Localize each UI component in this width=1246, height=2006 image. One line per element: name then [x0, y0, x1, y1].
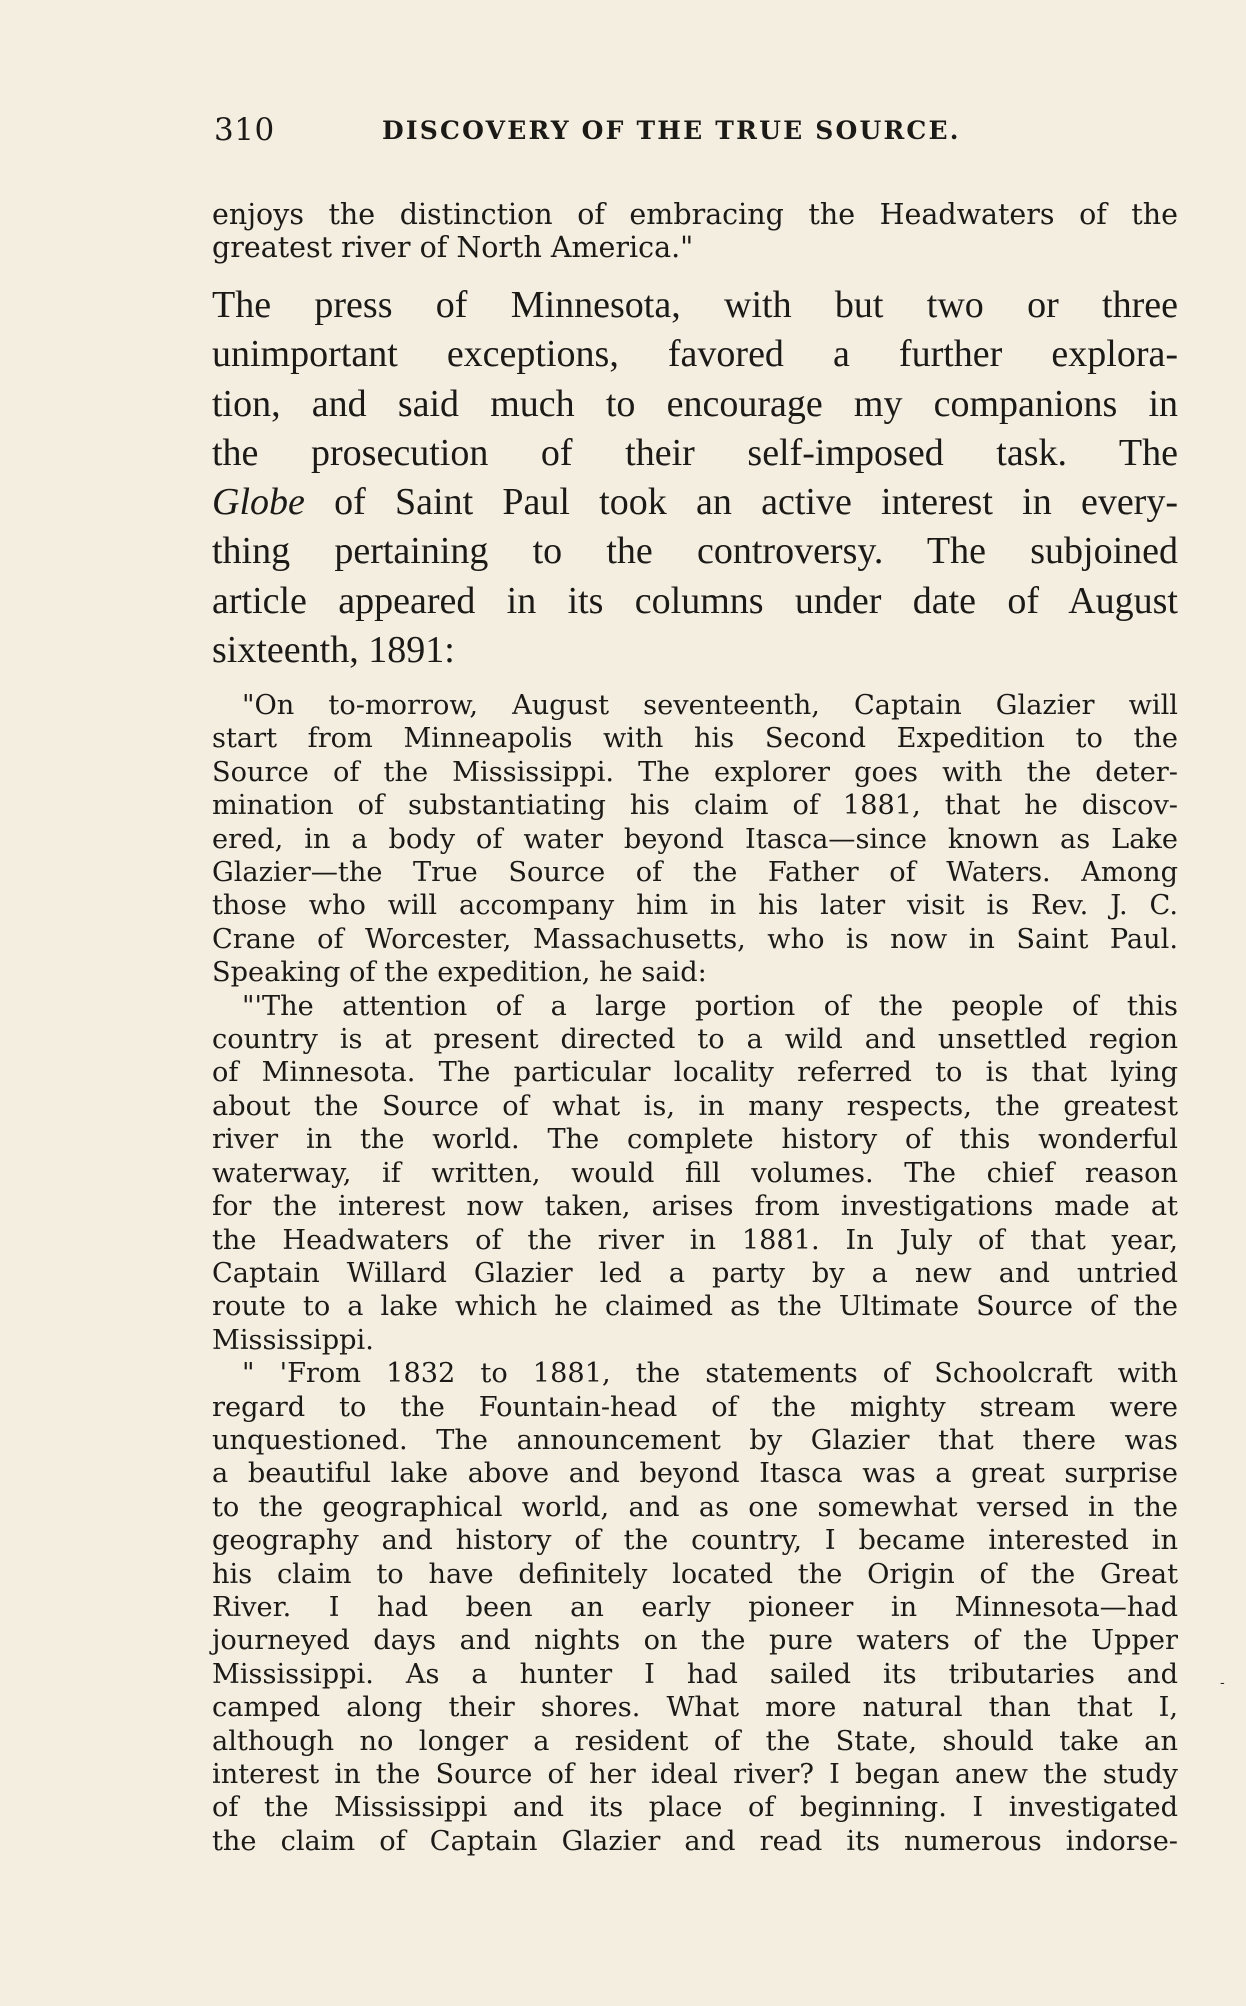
text-line: unimportant exceptions, favored a further explora-: [212, 333, 1178, 376]
text-line: country is at present directed to a wild and unsettled region: [212, 1024, 1178, 1056]
text-line: The press of Minnesota, with but two or three: [212, 284, 1178, 326]
text-line: " 'From 1832 to 1881, the statements of Schoolcraft with: [242, 1358, 1178, 1390]
text-line: geography and history of the country, I became interested in: [212, 1525, 1178, 1557]
text-line: the Headwaters of the river in 1881. In July of that year,: [212, 1224, 1178, 1256]
text-line: to the geographical world, and as one somewhat versed in the: [212, 1491, 1178, 1523]
text-line: Source of the Mississippi. The explorer goes with the deter-: [212, 756, 1178, 788]
text-line: start from Minneapolis with his Second Expedition to the: [212, 723, 1178, 755]
text-line: ered, in a body of water beyond Itasca—since known as Lake: [212, 823, 1178, 855]
text-line: Speaking of the expedition, he said:: [212, 957, 707, 989]
text-line: tion, and said much to encourage my companions in: [212, 382, 1178, 425]
text-line: "On to-morrow, August seventeenth, Captain Glazier will: [242, 690, 1178, 721]
text-line: although no longer a resident of the State, should take an: [212, 1725, 1178, 1757]
running-title: DISCOVERY OF THE TRUE SOURCE.: [382, 116, 961, 145]
intro-paragraph: [212, 281, 1178, 675]
text-line-rest: of Saint Paul took an active interest in every-: [304, 481, 1178, 524]
text-line: Glazier—the True Source of the Father of Waters. Among: [212, 857, 1178, 889]
text-line: greatest river of North America.": [212, 231, 694, 264]
text-line: thing pertaining to the controversy. The subjoined: [212, 530, 1178, 573]
text-line: those who will accompany him in his later visit is Rev. J. C.: [212, 890, 1178, 922]
text-line: interest in the Source of her ideal river? I began anew the study: [212, 1759, 1178, 1790]
text-line: journeyed days and nights on the pure waters of the Upper: [212, 1625, 1178, 1657]
text-line: sixteenth, 1891:: [212, 629, 455, 672]
text-line: his claim to have definitely located the Origin of the Great: [212, 1558, 1178, 1590]
text-line: Crane of Worcester, Massachusetts, who is now in Saint Paul.: [212, 923, 1178, 955]
text-line: river in the world. The complete history of this wonderful: [212, 1124, 1178, 1156]
text-line: about the Source of what is, in many respects, the greatest: [212, 1090, 1178, 1122]
carryover-paragraph: [212, 198, 1178, 264]
text-line: a beautiful lake above and beyond Itasca was a great surprise: [212, 1458, 1178, 1490]
text-line: regard to the Fountain-head of the mighty stream were: [212, 1391, 1178, 1423]
text-line: [212, 478, 1178, 527]
margin-mark: -: [1220, 1675, 1225, 1691]
text-line: waterway, if written, would fill volumes. The chief reason: [212, 1157, 1178, 1189]
text-line: mination of substantiating his claim of 1881, that he discov-: [212, 790, 1178, 822]
text-line: Captain Willard Glazier led a party by a new and untried: [212, 1257, 1178, 1289]
running-head: [214, 112, 1034, 152]
text-line: River. I had been an early pioneer in Minnesota—had: [212, 1591, 1178, 1623]
text-line: article appeared in its columns under date of August: [212, 579, 1178, 622]
newspaper-title: Globe: [212, 481, 305, 524]
text-line: Mississippi.: [212, 1324, 374, 1356]
text-line: unquestioned. The announcement by Glazier that there was: [212, 1424, 1178, 1456]
text-line: the claim of Captain Glazier and read its numerous indorse-: [212, 1825, 1178, 1857]
text-line: Mississippi. As a hunter I had sailed its tributaries and: [212, 1658, 1178, 1690]
page-number: 310: [214, 112, 275, 148]
text-line: route to a lake which he claimed as the Ultimate Source of the: [212, 1291, 1178, 1323]
text-line: the prosecution of their self-imposed task. The: [212, 431, 1178, 474]
text-line: camped along their shores. What more natural than that I,: [212, 1692, 1178, 1724]
text-line: of Minnesota. The particular locality referred to is that lying: [212, 1057, 1178, 1089]
text-line: for the interest now taken, arises from investigations made at: [212, 1191, 1178, 1223]
text-line: of the Mississippi and its place of beginning. I investigated: [212, 1792, 1178, 1824]
text-line: "'The attention of a large portion of the people of this: [242, 990, 1178, 1022]
quoted-article: [212, 689, 1178, 1858]
text-line: enjoys the distinction of embracing the Headwaters of the: [212, 198, 1178, 231]
